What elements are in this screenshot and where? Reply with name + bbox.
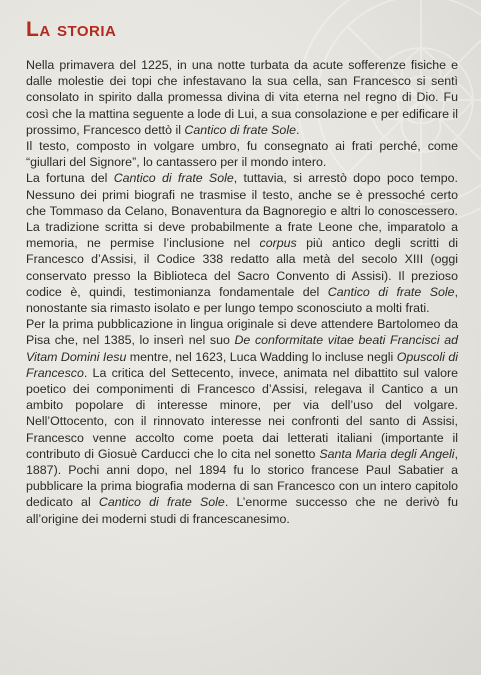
italic-title-text: corpus	[259, 236, 297, 251]
paragraph	[26, 138, 458, 170]
paragraph	[26, 316, 458, 527]
paragraph-text: Nella primavera del 1225, in una notte turbata da acute sofferenze fisiche e dalle molestie dei topi che infestavano la sua cella, san Francesco si sentì consolato in spirito dalla promessa divina di vita eterna nel regno di Dio. Fu così che la mattina seguente a lode di Lui, a sua consolazione e per edificare il prossimo, Francesco dettò il	[26, 58, 458, 137]
paragraph	[26, 57, 458, 138]
paragraph-text: .	[295, 122, 300, 137]
italic-title-text: De conformitate vitae beati Francisci ad Vitam Domini Iesu	[26, 333, 458, 364]
paragraph-text: mentre, nel 1623, Luca Wadding lo incluse negli	[126, 349, 397, 364]
paragraph-text: Per la prima pubblicazione in lingua originale si deve attendere Bartolomeo da Pisa che, nel 1385, lo inserì nel suo	[26, 317, 458, 348]
paragraph-text: . La critica del Settecento, invece, animata nel dibattito sul valore poetico dei componimenti di Francesco d’Assisi, relegava il Cantico a un ambito popolare di interesse minore, per via dell’uso del volgare. Nell’Ottocento, con il rinnovato interesse nei confronti del santo di Assisi, Francesco venne accolto come poeta dai letterati italiani (importante il contributo di Giosuè Carducci che lo cita nel sonetto	[26, 365, 458, 461]
italic-title-text: Santa Maria degli Angeli	[319, 446, 455, 461]
paragraph-text: più antico degli scritti di Francesco d’Assisi, il Codice 338 redatto alla metà del secolo XIII (oggi conservato presso la Biblioteca del Sacro Convento di Assisi). Il prezioso codice è, quindi, testimonianza fondamentale del	[26, 236, 458, 299]
paragraph-text: , 1887). Pochi anni dopo, nel 1894 fu lo storico francese Paul Sabatier a pubblicare la prima biografia moderna di san Francesco con un intero capitolo dedicato al	[26, 446, 459, 510]
italic-title-text: Cantico di frate Sole	[113, 171, 234, 186]
paragraph-text: , tuttavia, si arrestò dopo poco tempo. Nessuno dei primi biografi ne trasmise il testo, anche se è pressoché certo che Tommaso da Celano, Bonaventura da Bagnoregio e altri lo conoscessero. La tradizione scritta si deve probabilmente a frate Leone che, imparatolo a memoria, ne permise l’inclusione nel	[26, 171, 458, 251]
paragraph-text: , nonostante sia rimasto isolato e per lungo tempo sconosciuto a molti frati.	[26, 284, 459, 316]
page-title: La storia	[26, 18, 117, 41]
italic-title-text: Opuscoli di Francesco	[26, 349, 459, 380]
italic-title-text: Cantico di frate Sole	[184, 122, 296, 137]
italic-title-text: Cantico di frate Sole	[98, 495, 225, 510]
paragraph	[26, 170, 458, 316]
body-text	[26, 57, 458, 527]
paragraph-text: Il testo, composto in volgare umbro, fu consegnato ai frati perché, come “giullari del Signore”, lo cantassero per il mondo intero.	[26, 139, 458, 170]
paragraph-text: . L’enorme successo che ne derivò fu all’origine dei moderni studi di francescanesimo.	[26, 495, 459, 526]
italic-title-text: Cantico di frate Sole	[327, 284, 455, 299]
paragraph-text: La fortuna del	[26, 171, 114, 186]
